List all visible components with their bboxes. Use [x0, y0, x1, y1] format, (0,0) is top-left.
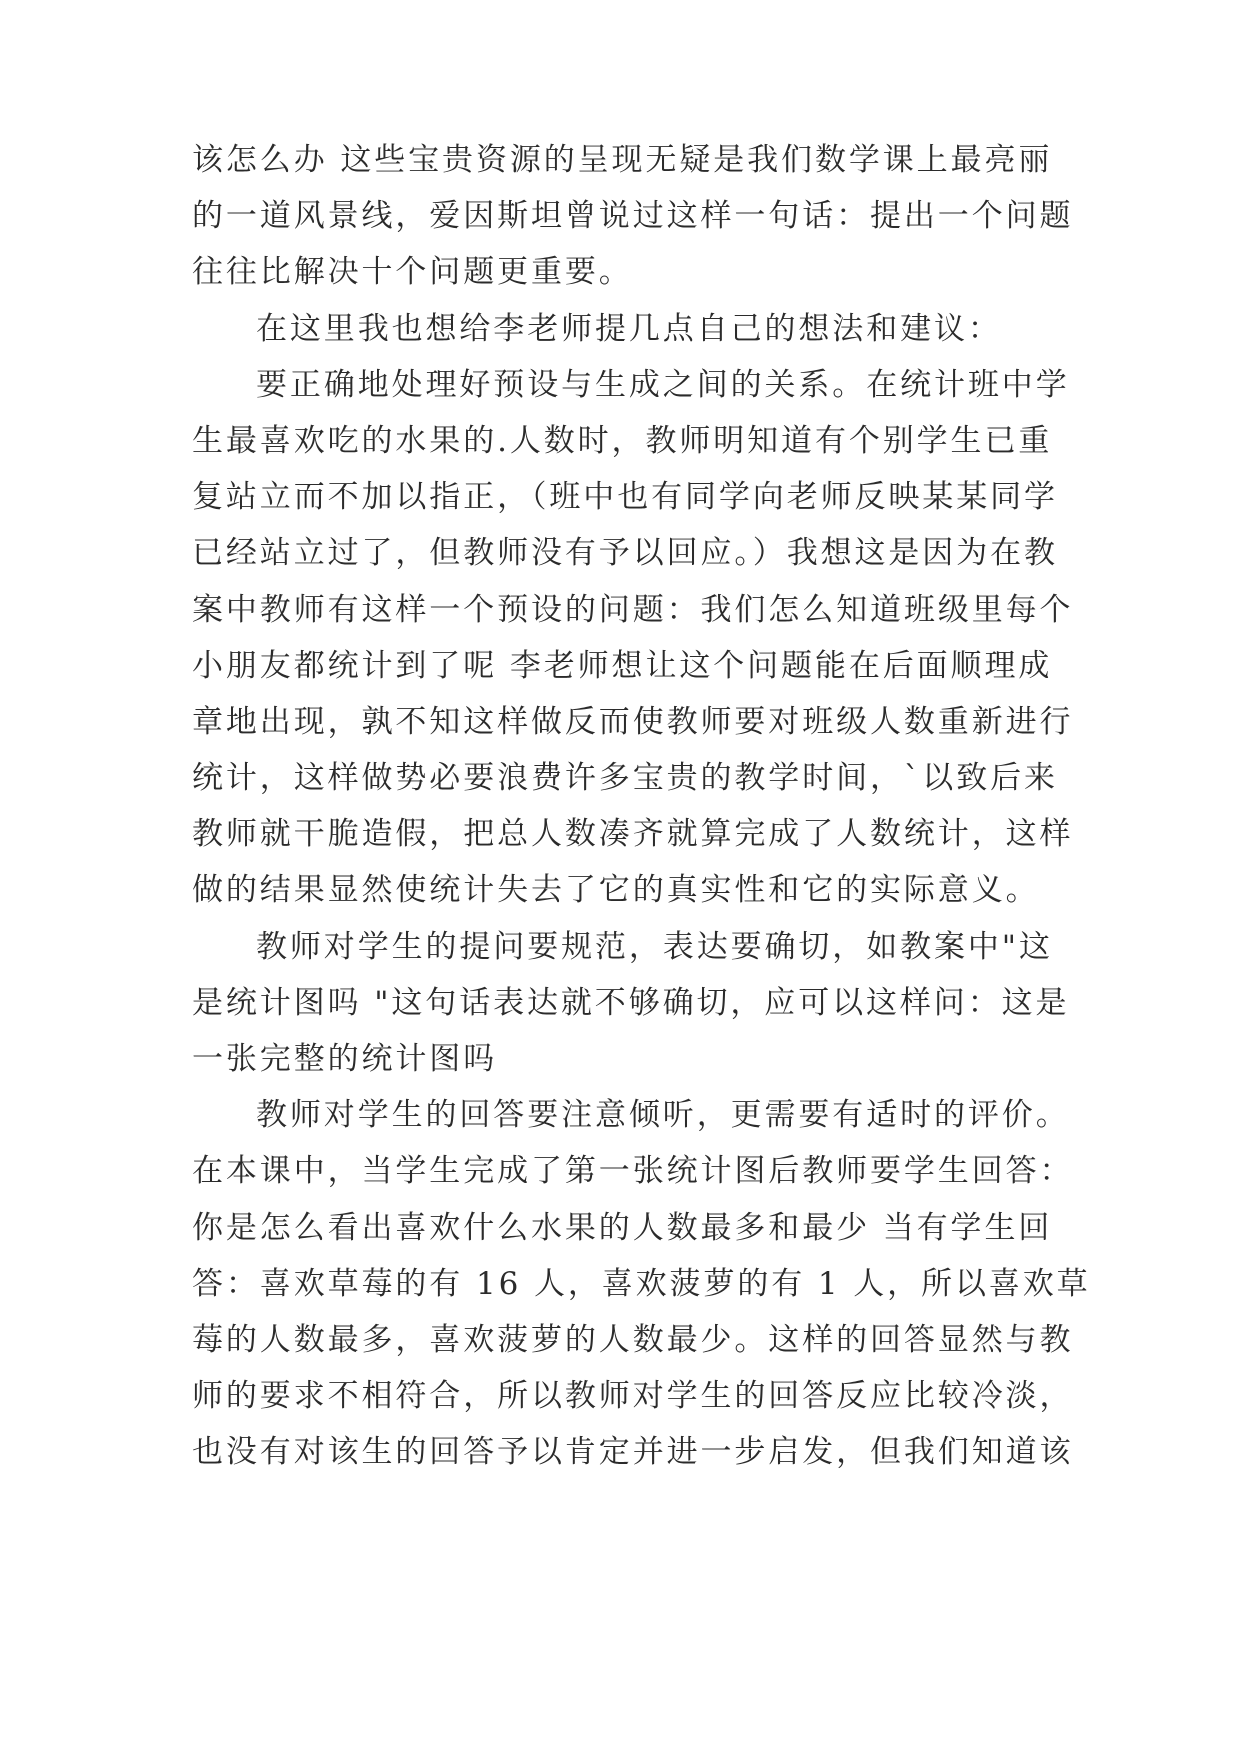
text-line: 一张完整的统计图吗: [192, 1041, 498, 1077]
text-line: 你是怎么看出喜欢什么水果的人数最多和最少 当有学生回: [192, 1209, 1053, 1246]
paragraph-first-line: 在这里我也想给李老师提几点自己的想法和建议：: [256, 310, 1002, 347]
text-line: 小朋友都统计到了呢 李老师想让这个问题能在后面顺理成: [192, 647, 1053, 684]
text-line: 案中教师有这样一个预设的问题：我们怎么知道班级里每个: [192, 591, 1074, 628]
text-line: 是统计图吗 "这句话表达就不够确切，应可以这样问：这是: [192, 984, 1070, 1021]
text-line: 在本课中，当学生完成了第一张统计图后教师要学生回答：: [192, 1153, 1074, 1190]
text-line: 该怎么办 这些宝贵资源的呈现无疑是我们数学课上最亮丽: [192, 142, 1053, 178]
text-line: 统计，这样做势必要浪费许多宝贵的教学时间，`以致后来: [192, 760, 1058, 797]
text-line: 已经站立过了，但教师没有予以回应。）我想这是因为在教: [192, 535, 1058, 572]
text-line: 也没有对该生的回答予以肯定并进一步启发，但我们知道该: [192, 1434, 1074, 1471]
text-line: 做的结果显然使统计失去了它的真实性和它的实际意义。: [192, 872, 1040, 909]
text-line: 的一道风景线，爱因斯坦曾说过这样一句话：提出一个问题: [192, 198, 1074, 235]
text-line: 答：喜欢草莓的有 16 人，喜欢菠萝的有 1 人，所以喜欢草: [192, 1265, 1091, 1302]
text-line: 章地出现，孰不知这样做反而使教师要对班级人数重新进行: [192, 703, 1074, 740]
text-line: 复站立而不加以指正，（班中也有同学向老师反映某某同学: [192, 479, 1058, 516]
paragraph-first-line: 要正确地处理好预设与生成之间的关系。在统计班中学: [256, 366, 1070, 403]
paragraph-first-line: 教师对学生的提问要规范，表达要确切，如教案中"这: [256, 928, 1053, 965]
text-line: 生最喜欢吃的水果的.人数时，教师明知道有个别学生已重: [192, 422, 1053, 459]
text-line: 教师就干脆造假，把总人数凑齐就算完成了人数统计，这样: [192, 816, 1074, 853]
text-line: 师的要求不相符合，所以教师对学生的回答反应比较冷淡，: [192, 1378, 1074, 1415]
text-line: 莓的人数最多，喜欢菠萝的人数最少。这样的回答显然与教: [192, 1321, 1074, 1358]
document-body: [192, 132, 1091, 1481]
text-line: 往往比解决十个问题更重要。: [192, 254, 633, 291]
paragraph-first-line: 教师对学生的回答要注意倾听，更需要有适时的评价。: [256, 1097, 1070, 1134]
